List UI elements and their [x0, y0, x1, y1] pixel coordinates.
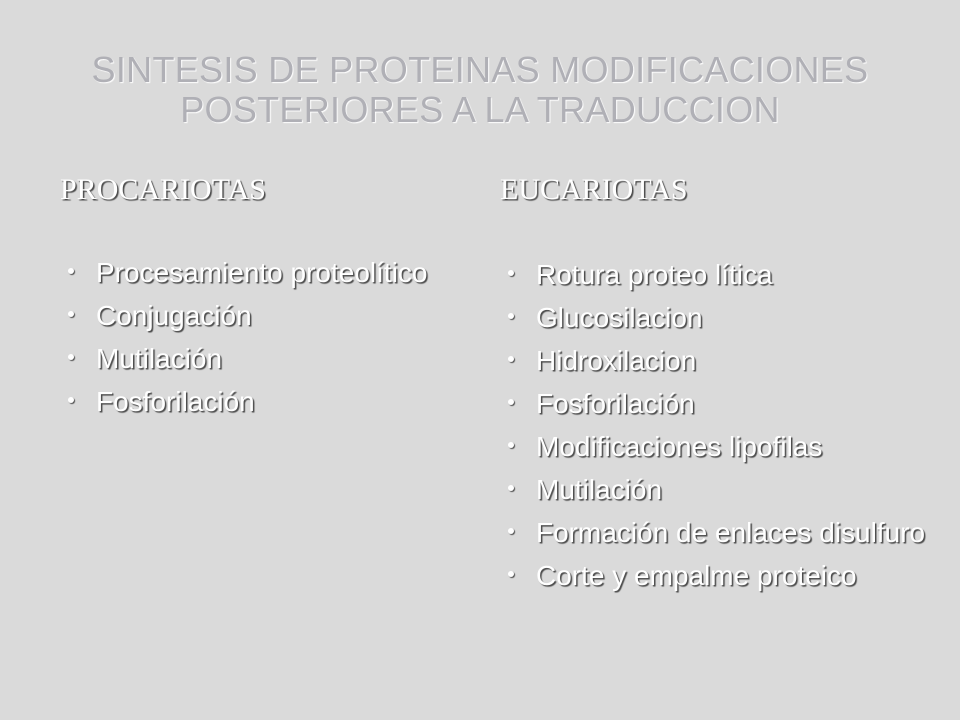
bullet-icon [68, 397, 74, 403]
bullet-icon [508, 399, 514, 405]
bullet-icon [508, 270, 514, 276]
list-item-text: Formación de enlaces disulfuro [536, 517, 926, 548]
list-item-text: Fosforilación [96, 386, 255, 417]
list-item-text: Fosforilación [536, 388, 695, 419]
bullet-icon [508, 528, 514, 534]
procariotas-list [60, 258, 460, 417]
slide-title-line-2: POSTERIORES A LA TRADUCCION [180, 89, 780, 130]
list-item [500, 346, 940, 376]
list-item-text: Mutilación [96, 343, 223, 374]
bullet-icon [508, 571, 514, 577]
list-item [500, 260, 940, 290]
list-item-text: Glucosilacion [536, 302, 703, 333]
list-item-text: Corte y empalme proteico [536, 560, 857, 591]
list-item-text: Mutilación [536, 474, 663, 505]
list-item [500, 432, 940, 462]
list-item [500, 518, 940, 548]
list-item [500, 303, 940, 333]
list-item [60, 258, 460, 288]
slide-title [0, 50, 960, 130]
list-item-text: Modificaciones lipofilas [536, 431, 823, 462]
bullet-icon [68, 354, 74, 360]
bullet-icon [508, 356, 514, 362]
list-item-text: Rotura proteo lítica [536, 259, 773, 290]
bullet-icon [68, 268, 74, 274]
bullet-icon [68, 311, 74, 317]
list-item [500, 389, 940, 419]
list-item-text: Conjugación [96, 300, 252, 331]
list-item [500, 475, 940, 505]
list-item-text: Procesamiento proteolítico [96, 257, 428, 288]
bullet-icon [508, 442, 514, 448]
procariotas-heading: PROCARIOTAS [60, 173, 266, 206]
list-item [60, 344, 460, 374]
eucariotas-list [500, 260, 940, 591]
procariotas-column [60, 172, 460, 430]
bullet-icon [508, 313, 514, 319]
list-item-text: Hidroxilacion [536, 345, 697, 376]
list-item [500, 561, 940, 591]
list-item [60, 387, 460, 417]
slide-title-line-1: SINTESIS DE PROTEINAS MODIFICACIONES [91, 49, 869, 90]
bullet-icon [508, 485, 514, 491]
list-item [60, 301, 460, 331]
eucariotas-heading: EUCARIOTAS [500, 173, 688, 206]
eucariotas-column [500, 172, 940, 604]
